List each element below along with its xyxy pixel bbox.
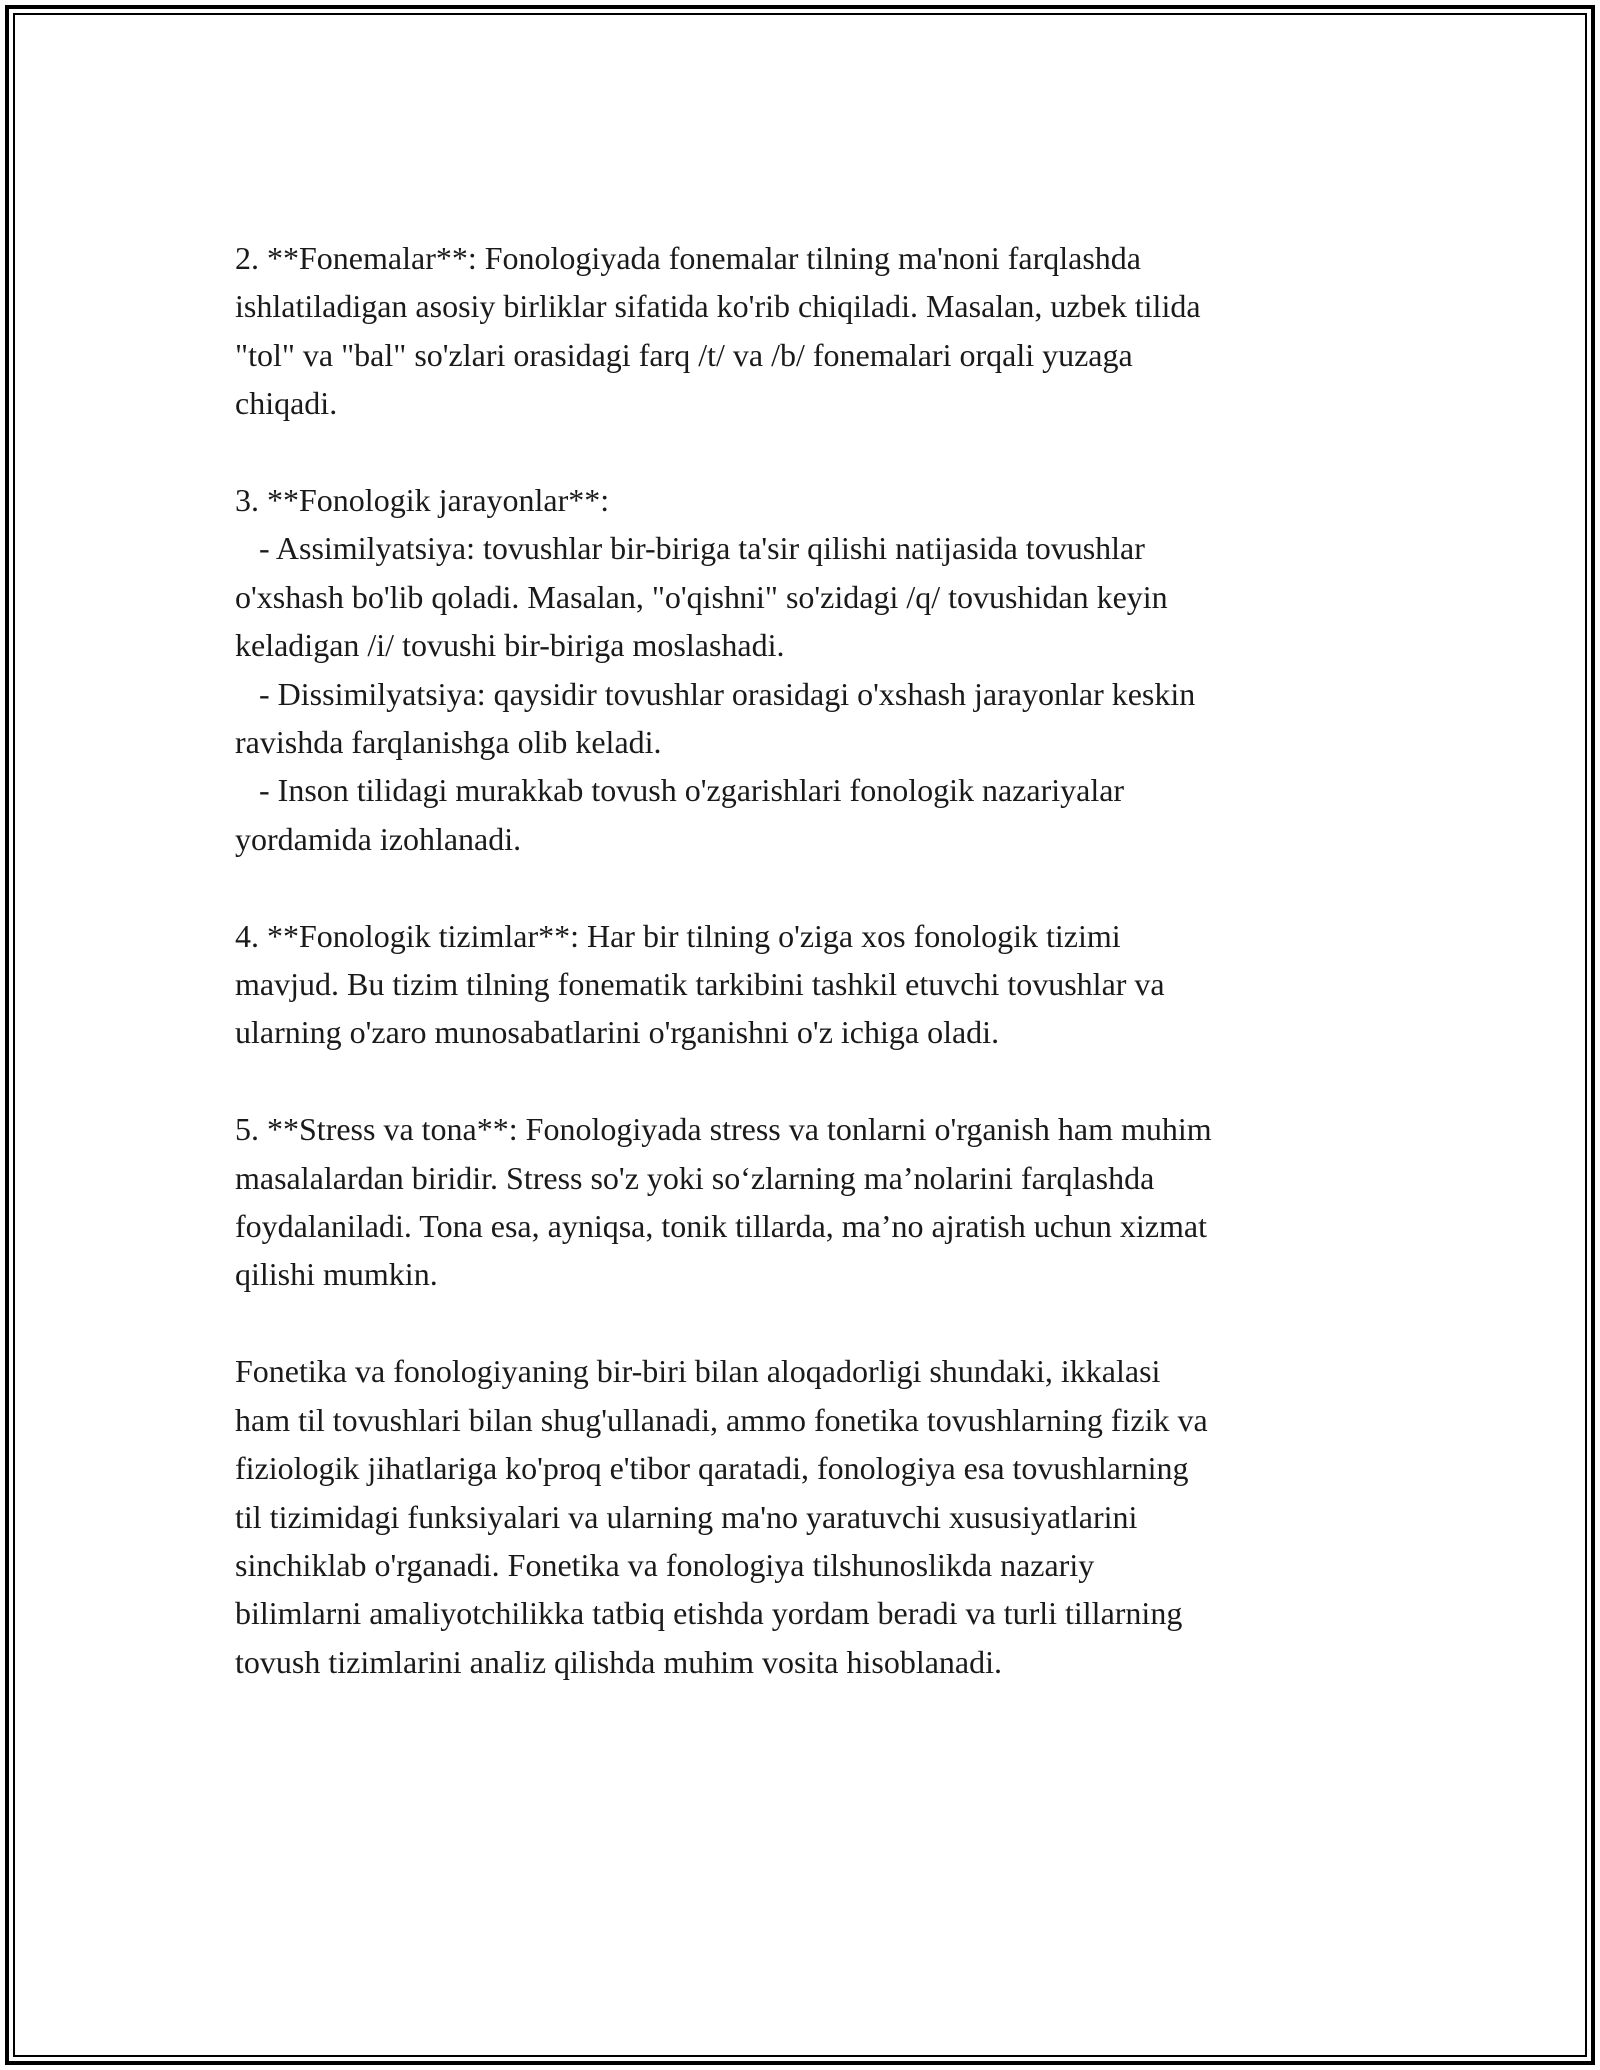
paragraph-fonemalar (235, 234, 1365, 428)
paragraph-fonologik-tizimlar (235, 912, 1365, 1057)
text-line: 5. **Stress va tona**: Fonologiyada stress va tonlarni o'rganish ham muhim (235, 1111, 1212, 1148)
text-line: sinchiklab o'rganadi. Fonetika va fonologiya tilshunoslikda nazariy (235, 1546, 1095, 1583)
text-line: - Inson tilidagi murakkab tovush o'zgarishlari fonologik nazariyalar (235, 772, 1125, 809)
paragraph-conclusion (235, 1347, 1365, 1686)
text-line: ularning o'zaro munosabatlarini o'rganishni o'z ichiga oladi. (235, 1014, 1000, 1051)
text-line: 2. **Fonemalar**: Fonologiyada fonemalar tilning ma'noni farqlashda (235, 240, 1141, 276)
text-line: masalalardan biridir. Stress so'z yoki so‘zlarning ma’nolarini farqlashda (235, 1159, 1155, 1196)
text-line: 3. **Fonologik jarayonlar**: (235, 482, 610, 519)
text-line: - Dissimilyatsiya: qaysidir tovushlar orasidagi o'xshash jarayonlar keskin (235, 675, 1196, 712)
document-body (235, 234, 1365, 1686)
text-line: foydalaniladi. Tona esa, ayniqsa, tonik tillarda, ma’no ajratish uchun xizmat (235, 1208, 1207, 1245)
text-line: "tol" va "bal" so'zlari orasidagi farq /t/ va /b/ fonemalari orqali yuzaga (235, 336, 1133, 373)
text-line: ravishda farqlanishga olib keladi. (235, 724, 662, 761)
text-line: mavjud. Bu tizim tilning fonematik tarkibini tashkil etuvchi tovushlar va (235, 966, 1165, 1003)
text-line: til tizimidagi funksiyalari va ularning ma'no yaratuvchi xususiyatlarini (235, 1498, 1138, 1535)
text-line: ham til tovushlari bilan shug'ullanadi, ammo fonetika tovushlarning fizik va (235, 1401, 1208, 1438)
text-line: fiziologik jihatlariga ko'proq e'tibor qaratadi, fonologiya esa tovushlarning (235, 1450, 1189, 1487)
text-line: bilimlarni amaliyotchilikka tatbiq etishda yordam beradi va turli tillarning (235, 1595, 1183, 1632)
text-line: ishlatiladigan asosiy birliklar sifatida ko'rib chiqiladi. Masalan, uzbek tilida (235, 288, 1201, 325)
text-line: qilishi mumkin. (235, 1256, 438, 1293)
text-line: Fonetika va fonologiyaning bir-biri bilan aloqadorligi shundaki, ikkalasi (235, 1353, 1161, 1390)
text-line: chiqadi. (235, 385, 338, 422)
paragraph-fonologik-jarayonlar (235, 476, 1365, 863)
text-line: - Assimilyatsiya: tovushlar bir-biriga ta'sir qilishi natijasida tovushlar (235, 530, 1145, 567)
text-line: keladigan /i/ tovushi bir-biriga moslashadi. (235, 627, 785, 664)
text-line: yordamida izohlanadi. (235, 820, 522, 857)
paragraph-stress-va-tona (235, 1105, 1365, 1299)
text-line: 4. **Fonologik tizimlar**: Har bir tilning o'ziga xos fonologik tizimi (235, 917, 1121, 954)
text-line: tovush tizimlarini analiz qilishda muhim vosita hisoblanadi. (235, 1643, 1002, 1680)
text-line: o'xshash bo'lib qoladi. Masalan, "o'qishni" so'zidagi /q/ tovushidan keyin (235, 578, 1168, 615)
